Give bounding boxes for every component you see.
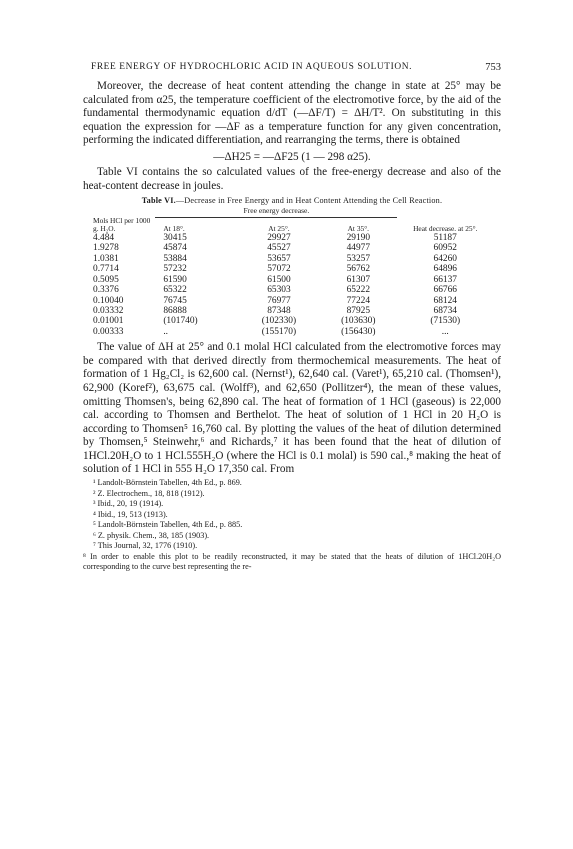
paragraph-comparison: The value of ΔH at 25° and 0.1 molal HCl calculated from the electromotive forces may be compared with that derived directly from thermochemical measurements. The heat of formation of 1 Hg₂Cl₂ is 62,600 cal. (Nernst¹), 62,640 cal. (Varet¹), 65,210 cal. (Thomsen¹), 62,900 (Koref²), 63,675 cal. (Wolff³), and 62,650 (Pollitzer⁴), the mean of these values, omitting Thomsen's, being 62,890 cal. The heat of formation of 1 HCl (gaseous) is 22,000 cal. according to Thomsen and Berthelot. The heat of solution of 1 HCl in 20 H₂O is according to Thomsen⁵ 16,760 cal. By plotting the values of the heat of dilution determined by Thomsen,⁵ Steinwehr,⁶ and Richards,⁷ it has been found that the heat of dilution of 1HCl.20H₂O to 1 HCl.555H₂O (where the HCl is 0.1 molal) is 590 cal.,⁸ making the heat of solution of 1 HCl in 555 H₂O 17,350 cal. From [83,341,501,476]
cell-35: 87925 [346,305,371,316]
cell-18: 57232 [163,264,187,275]
cell-heat: 66766 [433,285,457,296]
cell-18: (101740) [163,316,198,327]
table-body [91,233,493,337]
page-number: 753 [485,62,501,73]
cell-18: .. [163,326,168,337]
cell-25: (102330) [261,316,297,327]
cell-mols: 0.03332 [93,305,124,316]
table-row [91,243,493,253]
cell-25: 61500 [267,274,291,285]
cell-35: 65222 [346,285,371,296]
page [83,62,501,573]
footnote-1: ¹ Landolt-Börnstein Tabellen, 4th Ed., p. 869. [93,478,242,488]
cell-35: 44977 [346,243,371,254]
cell-25: 65303 [267,285,291,296]
col-header-heat: Heat decrease. at 25°. [413,224,478,234]
cell-mols: 0.7714 [93,264,119,275]
cell-heat: ... [441,326,449,337]
col-header-mols: Mols HCl per 1000 g. H₂O. [93,216,151,234]
table-row [91,316,493,326]
cell-mols: 0.5095 [93,274,119,285]
cell-mols: 0.01001 [93,316,124,327]
cell-heat: 60952 [433,243,457,254]
footnote-6: ⁶ Z. physik. Chem., 38, 185 (1903). [93,530,210,540]
footnote-3: ³ Ibid., 20, 19 (1914). [93,499,164,509]
cell-heat: 64260 [433,253,457,264]
cell-heat: 66137 [433,274,457,285]
cell-18: 30415 [163,233,187,244]
cell-mols: 4.484 [93,233,115,244]
cell-35: 61307 [346,274,371,285]
cell-mols: 0.3376 [93,285,119,296]
footnotes [83,478,501,573]
cell-18: 61590 [163,274,187,285]
col-header-35: At 35°. [347,224,370,234]
table-row [91,254,493,264]
cell-18: 65322 [163,285,187,296]
footnote-4: ⁴ Ibid., 19, 513 (1913). [93,509,168,519]
cell-35: 53257 [346,253,371,264]
table-caption [83,195,501,206]
cell-18: 86888 [163,305,187,316]
cell-25: 45527 [267,243,291,254]
col-header-18: At 18°. [163,224,185,234]
footnote-2: ² Z. Electrochem., 18, 818 (1912). [93,488,205,498]
paragraph-table-intro: Table VI contains the so calculated values of the free-energy decrease and also of the heat-content decrease in joules. [83,165,501,192]
cell-25: (155170) [261,326,297,337]
running-title: FREE ENERGY OF HYDROCHLORIC ACID IN AQUEOUS SOLUTION. [91,62,413,72]
cell-35: 29190 [346,233,371,244]
table-caption-text: —Decrease in Free Energy and in Heat Content Attending the Cell Reaction. [175,196,443,206]
group-header: Free energy decrease. [155,206,397,217]
cell-25: 57072 [267,264,291,275]
cell-35: (156430) [341,326,376,337]
cell-heat: 51187 [433,233,457,244]
paragraph-heat-content: Moreover, the decrease of heat content attending the change in state at 25° may be calculated from α25, the temperature coefficient of the electromotive force, by the aid of the fundamental thermodynamic equation d/dT (—ΔF/T) = ΔH/T². On substituting in this equation the expression for —ΔF as a temperature function for any given concentration, performing the indicated differentiation, and rearranging the terms, there is obtained [83,80,501,147]
cell-25: 53657 [267,253,291,264]
running-head [83,62,501,75]
cell-mols: 1.9278 [93,243,119,254]
cell-25: 87348 [267,305,291,316]
cell-heat: 64896 [433,264,457,275]
cell-mols: 0.00333 [93,326,124,337]
cell-mols: 1.0381 [93,253,119,264]
table-row [91,306,493,316]
table-row [91,233,493,243]
table-caption-lead: Table VI. [141,196,176,206]
cell-25: 76977 [267,295,291,306]
cell-18: 76745 [163,295,187,306]
footnote-7: ⁷ This Journal, 32, 1776 (1910). [93,541,198,551]
free-energy-table [91,206,493,337]
footnote-5: ⁵ Landolt-Börnstein Tabellen, 4th Ed., p. 885. [93,520,243,530]
footnote-8: ⁸ In order to enable this plot to be readily reconstructed, it may be stated that the heats of dilution of 1HCl.20H₂O corresponding to the curve best representing the re- [83,551,501,572]
cell-heat: 68734 [433,305,457,316]
table-row [91,296,493,306]
cell-35: 77224 [346,295,371,306]
cell-mols: 0.10040 [93,295,124,306]
cell-35: 56762 [346,264,371,275]
table-row [91,327,493,337]
table-row [91,285,493,295]
cell-18: 53884 [163,253,187,264]
col-header-25: At 25°. [268,224,290,234]
cell-25: 29927 [267,233,291,244]
cell-35: (103630) [341,316,376,327]
table-row [91,264,493,274]
equation: —ΔH25 = —ΔF25 (1 — 298 α25). [213,150,371,163]
cell-18: 45874 [163,243,187,254]
cell-heat: (71530) [430,316,461,327]
cell-heat: 68124 [433,295,457,306]
table-row [91,275,493,285]
